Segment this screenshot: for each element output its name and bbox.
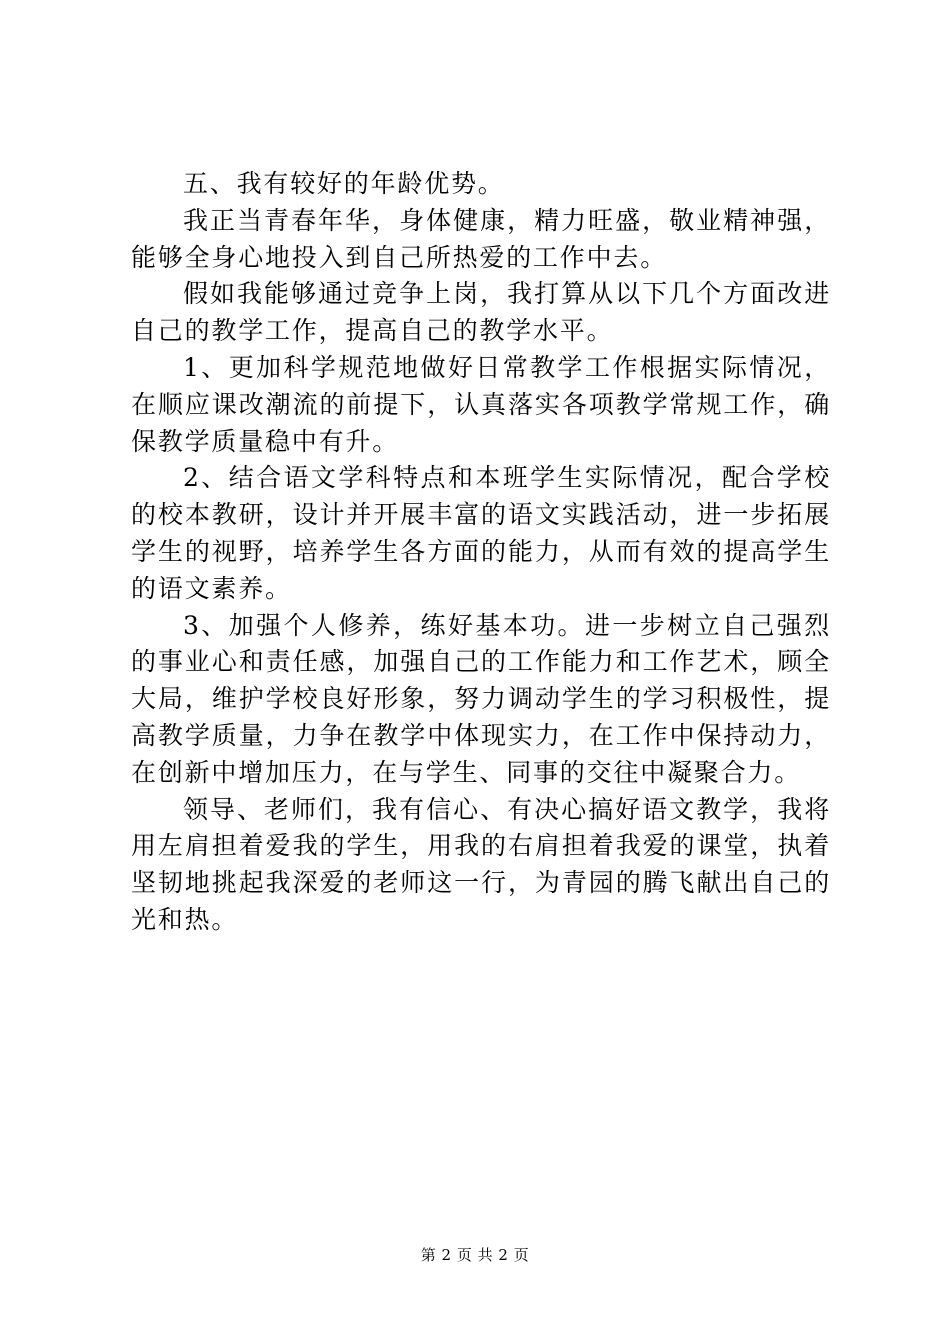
document-body <box>131 166 831 939</box>
paragraph-age-advantage: 五、我有较好的年龄优势。 <box>183 169 505 198</box>
page-number-footer: 第 2 页 共 2 页 <box>420 1246 530 1264</box>
paragraph-item-2: 2、结合语文学科特点和本班学生实际情况，配合学校的校本教研，设计并开展丰富的语文实践活动，进一步拓展学生的视野，培养学生各方面的能力，从而有效的提高学生的语文素养。 <box>131 463 831 603</box>
paragraph-item-1: 1、更加科学规范地做好日常教学工作根据实际情况，在顺应课改潮流的前提下，认真落实各项教学常规工作，确保教学质量稳中有升。 <box>131 352 831 456</box>
paragraph-improvement-plan: 假如我能够通过竞争上岗，我打算从以下几个方面改进自己的教学工作，提高自己的教学水平。 <box>131 279 831 346</box>
paragraph-youth-health: 我正当青春年华，身体健康，精力旺盛，敬业精神强，能够全身心地投入到自己所热爱的工作中去。 <box>131 205 831 272</box>
paragraph-item-3: 3、加强个人修养，练好基本功。进一步树立自己强烈的事业心和责任感，加强自己的工作能力和工作艺术，顾全大局，维护学校良好形象，努力调动学生的学习积极性，提高教学质量，力争在教学中体现实力，在工作中保持动力，在创新中增加压力，在与学生、同事的交往中凝聚合力。 <box>131 610 831 787</box>
paragraph-closing: 领导、老师们，我有信心、有决心搞好语文教学，我将用左肩担着爱我的学生，用我的右肩担着我爱的课堂，执着坚韧地挑起我深爱的老师这一行，为青园的腾飞献出自己的光和热。 <box>131 794 831 934</box>
